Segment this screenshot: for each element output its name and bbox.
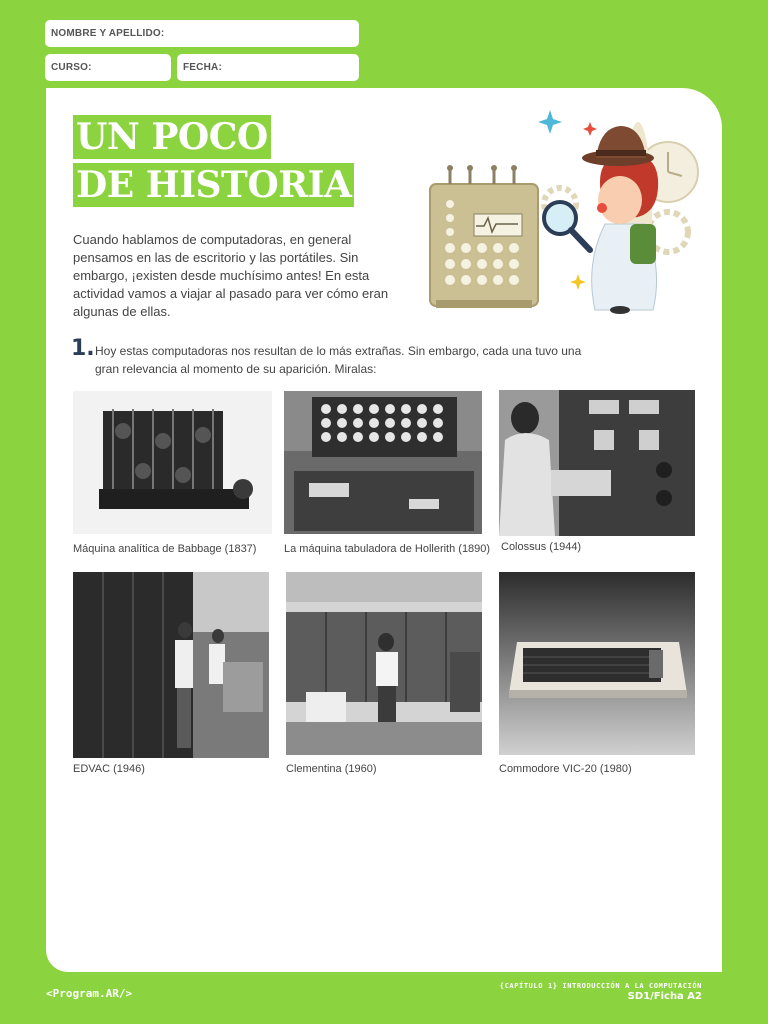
babbage-photo (73, 391, 272, 534)
commodore-photo (499, 572, 695, 755)
caption-clementina: Clementina (1960) (286, 763, 377, 775)
name-field[interactable]: NOMBRE Y APELLIDO: (45, 20, 359, 47)
caption-edvac: EDVAC (1946) (73, 763, 145, 775)
program-ar-logo: <Program.AR/> (46, 987, 133, 1000)
question-number: 1. (71, 336, 95, 361)
sheet-id: SD1/Ficha A2 (627, 991, 702, 1002)
detective-illustration (420, 104, 710, 314)
title-line-2: DE HISTORIA (73, 163, 354, 207)
caption-hollerith: La máquina tabuladora de Hollerith (1890) (284, 543, 491, 555)
caption-babbage: Máquina analítica de Babbage (1837) (73, 543, 257, 555)
intro-paragraph: Cuando hablamos de computadoras, en general pensamos en las de escritorio y las portátiles. Sin embargo, ¡existen desde muchísimo antes! En esta actividad vamos a viajar al pasado para ver cómo eran algunas de ellas. (73, 232, 389, 319)
title-line-1: UN POCO (73, 115, 271, 159)
chapter-label: {CAPÍTULO 1} INTRODUCCIÓN A LA COMPUTACIÓN (499, 982, 702, 990)
edvac-photo (73, 572, 269, 758)
caption-commodore: Commodore VIC-20 (1980) (499, 763, 632, 775)
colossus-photo (499, 390, 695, 536)
hollerith-photo (284, 391, 482, 534)
caption-colossus: Colossus (1944) (501, 541, 582, 553)
course-field[interactable]: CURSO: (45, 54, 171, 81)
date-field[interactable]: FECHA: (177, 54, 359, 81)
question-text: Hoy estas computadoras nos resultan de lo más extrañas. Sin embargo, cada una tuvo una gran relevancia al momento de su aparición. Miralas: (95, 344, 582, 376)
clementina-photo (286, 572, 482, 755)
